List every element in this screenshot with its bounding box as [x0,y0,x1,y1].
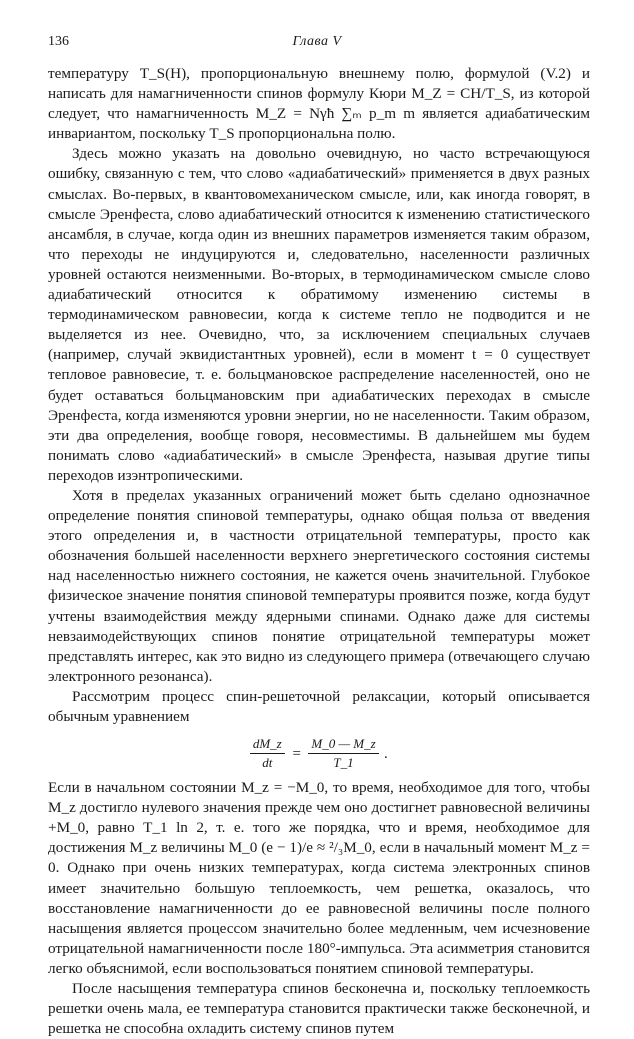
body-text [48,64,590,1039]
paragraph-4: Рассмотрим процесс спин-решеточной релаксации, который описывается обычным уравнением [48,687,590,725]
fraction-relaxation [308,735,378,772]
paragraph-5: Если в начальном состоянии M_z = −M_0, то время, необходимое для того, чтобы M_z достигло нулевого значения прежде чем оно достигнет равновесной величины +M_0, равно T_1 ln 2, т. е. того же порядка, что и время, необходимое для достижения M_z величины M_0 (e − 1)/e ≈ ²/₃M_0, если в начальный момент M_z = 0. Однако при очень низких температурах, когда система электронных спинов имеет значительно большую теплоемкость, чем решетка, оказалось, что восстановление намагниченности до ее равновесной величины после полного насыщения является процессом значительно более медленным, чем исчезновение отрицательной намагниченности после 180°-импульса. Эта асимметрия становится легко объяснимой, если воспользоваться понятием спиновой температуры. [48,779,590,977]
fraction-numerator: M_0 — M_z [308,735,378,754]
paragraph-6: После насыщения температура спинов бесконечна и, поскольку теплоемкость решетки очень мала, ее температура становится практически также бесконечной, и решетка не способна охладить систему спинов путем [48,980,590,1038]
fraction-dmz-dt [250,735,285,772]
page-number: 136 [48,34,69,49]
fraction-denominator: dt [262,755,273,771]
fraction-denominator: T_1 [333,755,354,771]
paragraph-3: Хотя в пределах указанных ограничений может быть сделано однозначное определение понятия спиновой температуры, однако общая польза от введения этого определения и, в частности отрицательной температуры, просто как обозначения большей населенности верхнего энергетического состояния системы над населенностью нижнего состояния, не кажется очень значительной. Глубокое физическое значение понятия спиновой температуры проявится позже, когда будут учтены взаимодействия между ядерными спинами. Однако даже для системы невзаимодействующих спинов понятие отрицательной температуры может представлять интерес, как это видно из следующего примера (отвечающего случаю электронного резонанса). [48,486,590,685]
chapter-title: Глава V [292,34,342,49]
page-header [48,34,586,56]
equals-sign: = [291,745,302,762]
fraction-numerator: dM_z [250,735,285,754]
relaxation-equation [48,735,590,772]
paragraph-2: Здесь можно указать на довольно очевидную, но часто встречающуюся ошибку, связанную с тем, что слово «адиабатический» применяется в двух разных смыслах. Во-первых, в квантовомеханическом смысле, или, как иногда говорят, в смысле Эренфеста, слово адиабатический относится к изменению статистического ансамбля, в случае, когда один из внешних параметров изменяется таким образом, что переходы не индуцируются и, следовательно, населенности различных уровней остаются неизменными. Во-вторых, в термодинамическом смысле слово адиабатический относится к обратимому изменению системы в термодинамическом равновесии, когда к системе тепло не подводится и не выделяется из нее. Очевидно, что, за исключением специальных случаев (например, случай эквидистантных уровней), если в момент t = 0 существует тепловое равновесие, т. е. больцмановское распределение населенностей, оно не будет оставаться больцмановским при адиабатических переходах в смысле Эренфеста, когда изменяются уровни энергии, но не населенности. Таким образом, эти два определения, вообще говоря, несовместимы. В дальнейшем мы будем понимать слово «адиабатический» в смысле Эренфеста, называя другие типы переходов изэнтропическими. [48,145,590,484]
formula-period: . [384,745,389,762]
paragraph-1: температуру T_S(H), пропорциональную внешнему полю, формулой (V.2) и написать для намагниченности спинов формулу Кюри M_Z = CH/T_S, из которой следует, что намагниченность M_Z = Nγħ ∑ₘ p_m m является адиабатическим инвариантом, поскольку T_S пропорциональна полю. [48,65,590,143]
